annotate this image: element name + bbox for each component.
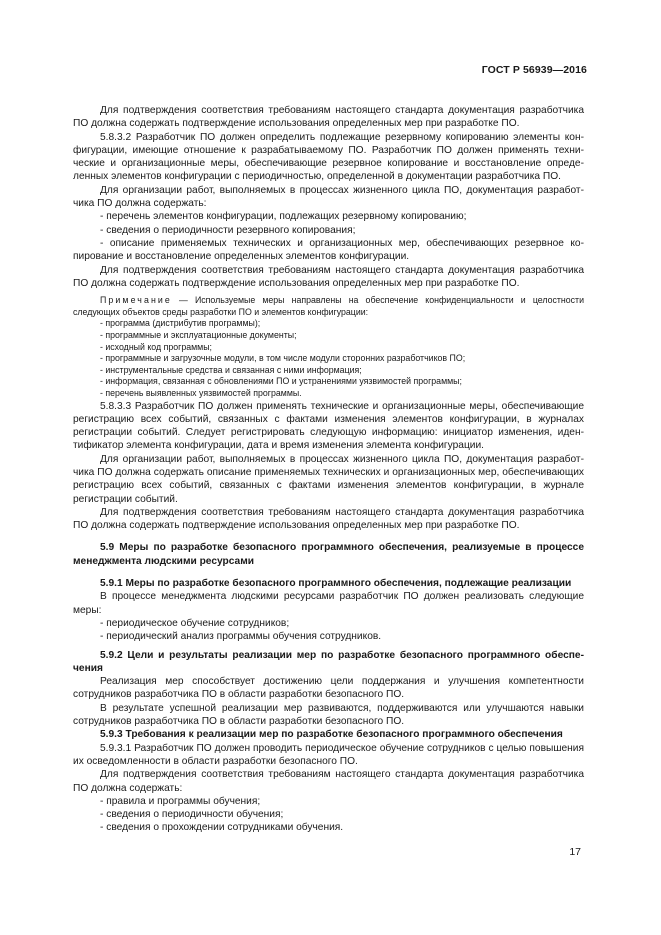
- note-list-item: - исходный код программы;: [73, 342, 584, 354]
- note-list-item: - программа (дистрибутив программы);: [73, 318, 584, 330]
- paragraph: Для подтверждения соответствия требованиям настоящего стандарта документация разработчика ПО должна содержать подтверждение использования определенных мер при разработке ПО.: [73, 506, 584, 532]
- list-item: - периодический анализ программы обучения сотрудников.: [73, 630, 584, 643]
- note-list-item: - информация, связанная с обновлениями ПО и устранениями уязвимостей программы;: [73, 376, 584, 388]
- list-item: - сведения о периодичности резервного копирования;: [73, 224, 584, 237]
- note-block: [73, 295, 584, 399]
- page-number: 17: [569, 846, 581, 858]
- paragraph: Для подтверждения соответствия требованиям настоящего стандарта документация разработчика ПО должна содержать:: [73, 769, 584, 794]
- paragraph: Для организации работ, выполняемых в процессах жизненного цикла ПО, документация разработчика ПО должна содержать описание применяемых технических и организационных мер, обеспечивающих регистрацию всех событий, связанных с фактами изменения элементов конфигурации, в журнале регистрации событий.: [73, 453, 584, 505]
- list-item: - описание применяемых технических и организационных мер, обеспечивающих резервное копирование и восстановление определенных элементов конфигурации.: [73, 237, 584, 264]
- paragraph: Для подтверждения соответствия требованиям настоящего стандарта документация разработчика ПО должна содержать подтверждение использования определенных мер при разработке ПО.: [73, 264, 584, 289]
- paragraph: Для подтверждения соответствия требованиям настоящего стандарта документация разработчика ПО должна содержать подтверждение использования определенных мер при разработке ПО.: [73, 105, 584, 130]
- note-label: Примечание: [100, 295, 172, 306]
- list-backup-contents: [73, 210, 584, 263]
- list-training-docs: [73, 795, 584, 835]
- paragraph: В процессе менеджмента людскими ресурсами разработчик ПО должен реализовать следующие меры:: [73, 591, 584, 616]
- document-id-header: ГОСТ Р 56939—2016: [481, 64, 587, 76]
- note-list-item: - программные и эксплуатационные документы;: [73, 330, 584, 342]
- paragraph: Реализация мер способствует достижению цели поддержания и улучшения компетентности сотрудников разработчика ПО в области разработки безопасного ПО.: [73, 676, 584, 701]
- section-heading-5-9: 5.9 Меры по разработке безопасного программного обеспечения, реализуемые в процессе менеджмента людскими ресурсами: [73, 542, 584, 567]
- list-hr-measures: [73, 617, 584, 644]
- list-item: - сведения о периодичности обучения;: [73, 808, 584, 821]
- list-item: - сведения о прохождении сотрудниками обучения.: [73, 821, 584, 834]
- paragraph: 5.8.3.3 Разработчик ПО должен применять технические и организационные меры, обеспечивающие регистрацию всех событий, связанных с фактами изменения элементов конфигурации, в журналах регистрации событий. Следует регистрировать следующую информацию: инициатор изменения, идентификатор элемента конфигурации, дата и время изменения элемента конфигурации.: [73, 400, 584, 452]
- paragraph: Для организации работ, выполняемых в процессах жизненного цикла ПО, документация разработчика ПО должна содержать:: [73, 184, 584, 210]
- section-heading-5-9-1: 5.9.1 Меры по разработке безопасного программного обеспечения, подлежащие реализации: [100, 578, 572, 590]
- paragraph: 5.9.3.1 Разработчик ПО должен проводить периодическое обучение сотрудников с целью повышения их осведомленности в области разработки безопасного ПО.: [73, 742, 584, 767]
- paragraph: 5.8.3.2 Разработчик ПО должен определить подлежащие резервному копированию элементы конфигурации, имеющие отношение к разрабатываемому ПО. Разработчик ПО должен применять технические и организационные меры, обеспечивающие резервное копирование и восстановление определенных элементов конфигурации с периодичностью, определенной в документации разработчика ПО.: [73, 131, 584, 183]
- list-item: - периодическое обучение сотрудников;: [73, 617, 584, 630]
- list-item: - перечень элементов конфигурации, подлежащих резервному копированию;: [73, 210, 584, 223]
- note-paragraph: [73, 295, 584, 318]
- note-text: — Используемые меры направлены на обеспечение конфиденциальности и целостности следующих объектов среды разработки ПО и элементов конфигурации:: [73, 295, 584, 317]
- page-body: [73, 104, 584, 835]
- paragraph: В результате успешной реализации мер развиваются, поддерживаются или улучшаются навыки сотрудников разработчика ПО в области разработки безопасного ПО.: [73, 702, 584, 728]
- note-list-item: - инструментальные средства и связанная с ними информация;: [73, 365, 584, 377]
- section-heading-5-9-2: 5.9.2 Цели и результаты реализации мер по разработке безопасного программного обеспечения: [73, 649, 584, 674]
- section-heading-5-9-3: 5.9.3 Требования к реализации мер по разработке безопасного программного обеспечения: [100, 729, 563, 741]
- note-list-item: - перечень выявленных уязвимостей программы.: [73, 388, 584, 400]
- list-item: - правила и программы обучения;: [73, 795, 584, 808]
- note-list-item: - программные и загрузочные модули, в том числе модули сторонних разработчиков ПО;: [73, 353, 584, 365]
